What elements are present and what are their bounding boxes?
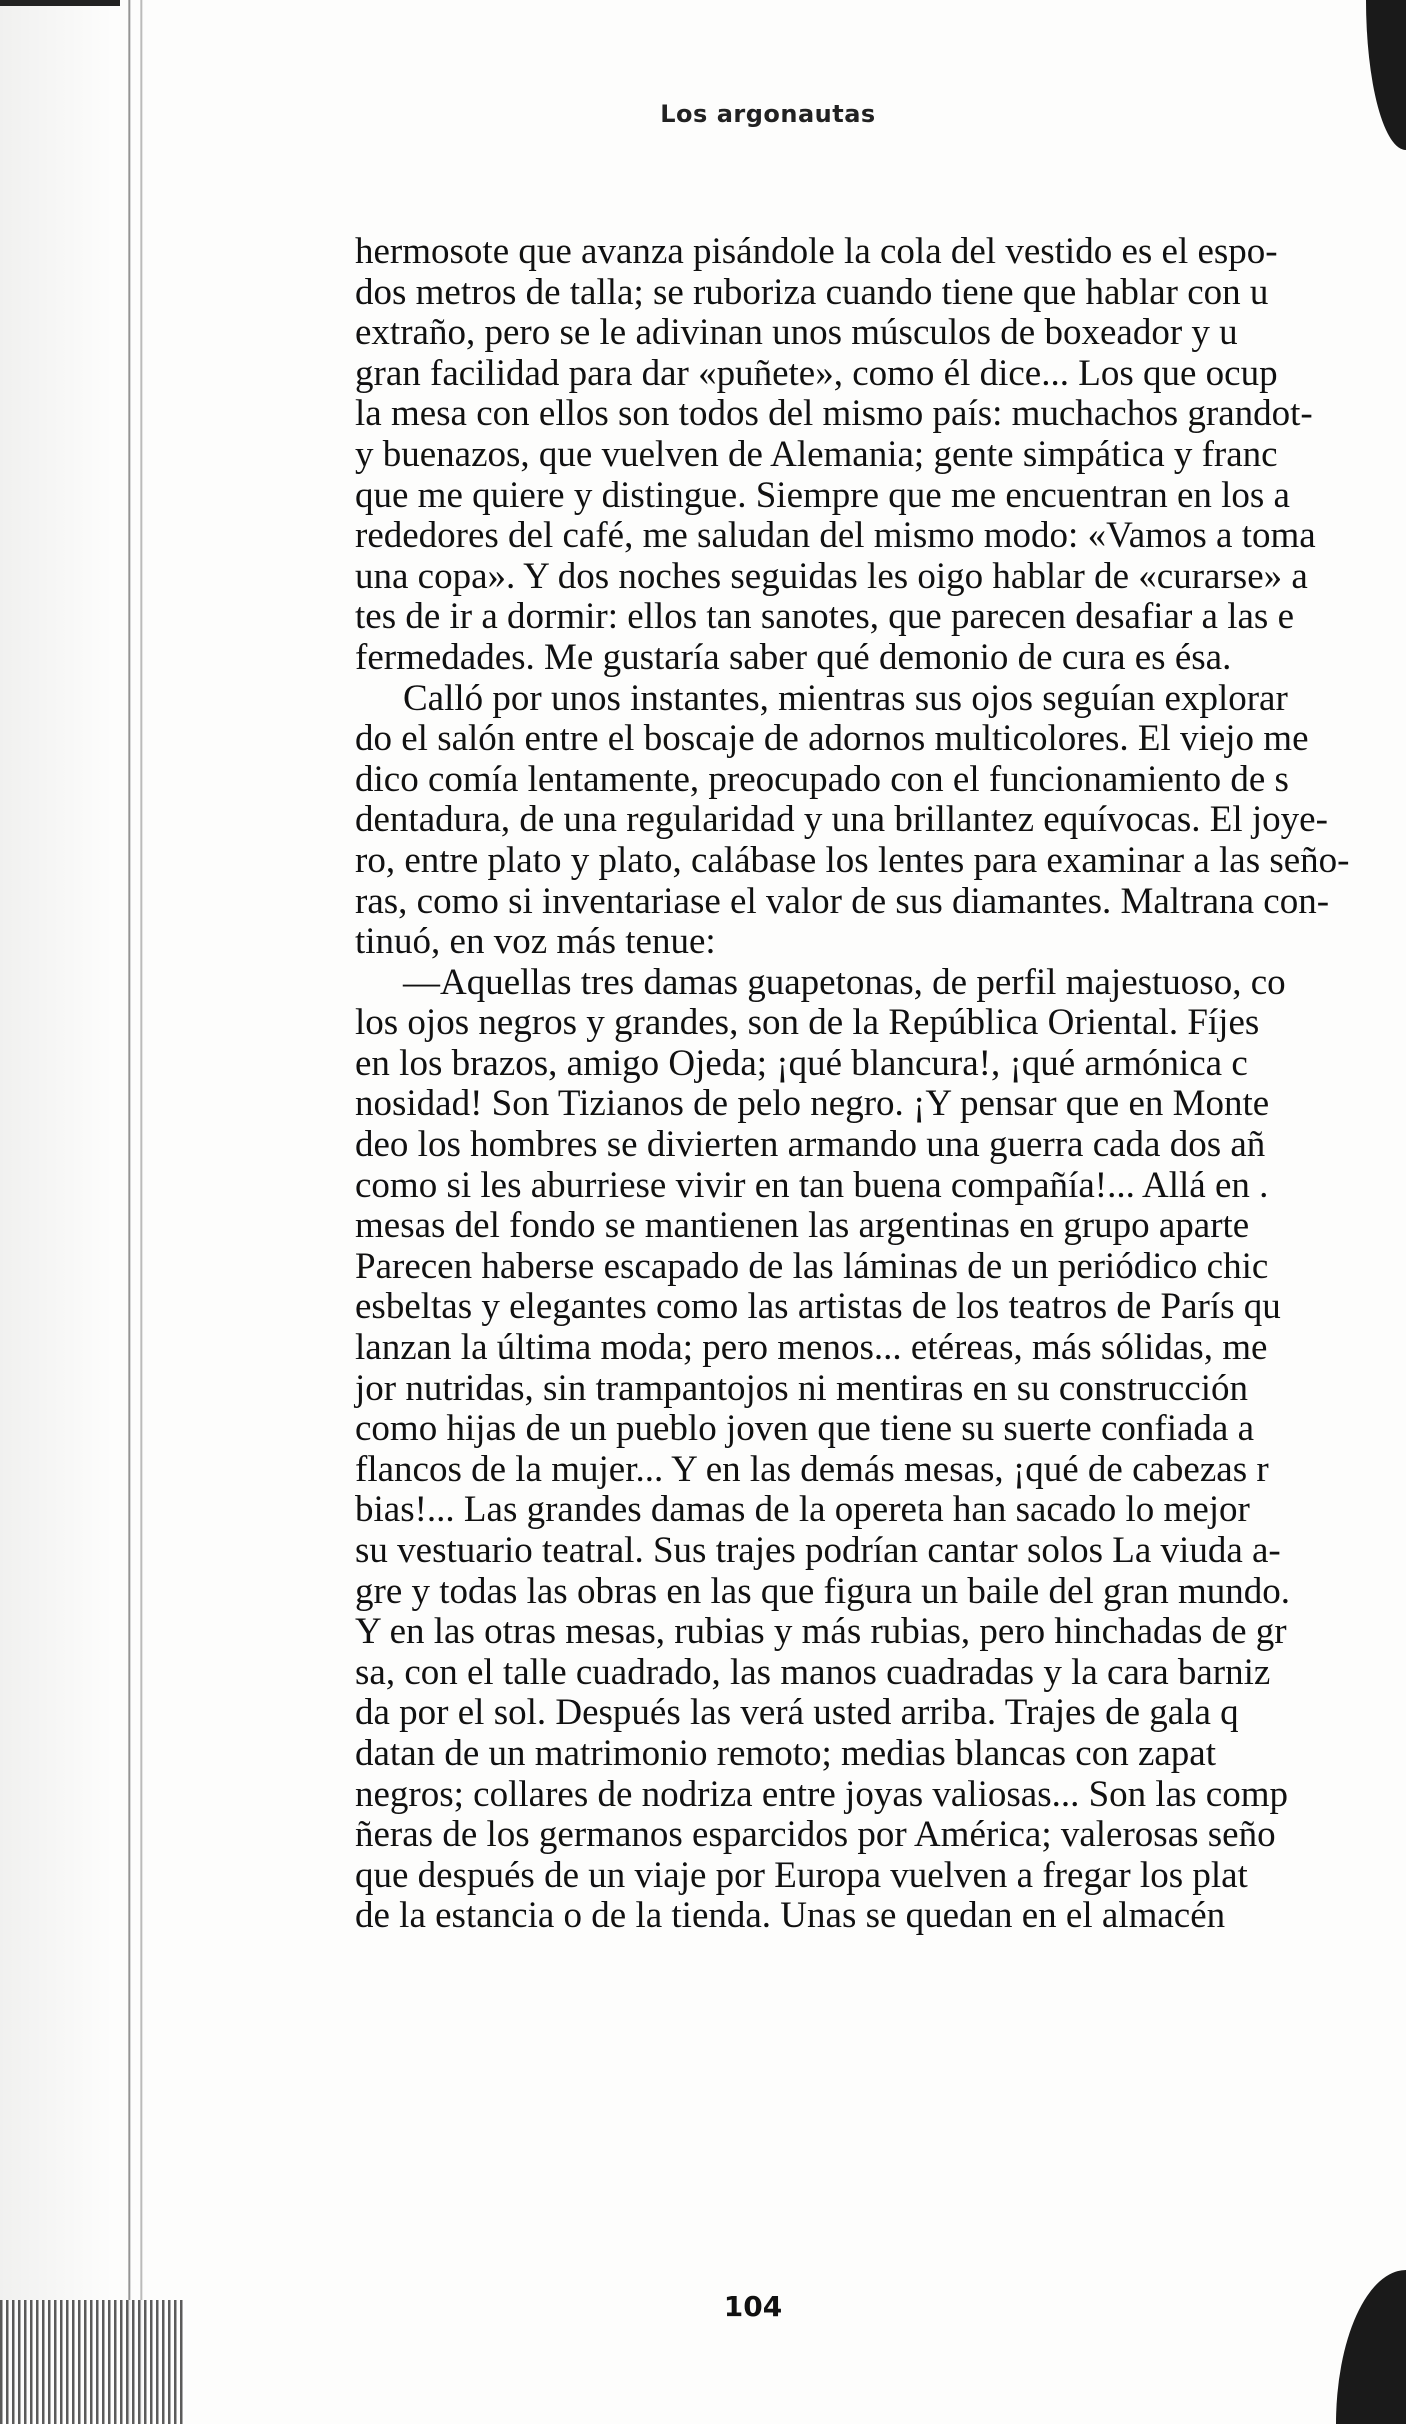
text-line: dico comía lentamente, preocupado con el funcionamiento de s [355, 758, 1289, 800]
text-line: nosidad! Son Tizianos de pelo negro. ¡Y pensar que en Monte [355, 1083, 1270, 1125]
text-line: da por el sol. Después las verá usted arriba. Trajes de gala q [355, 1692, 1239, 1734]
text-line: mesas del fondo se mantienen las argentinas en grupo aparte [355, 1205, 1250, 1247]
text-line: y buenazos, que vuelven de Alemania; gente simpática y franc [355, 433, 1278, 475]
text-line: tes de ir a dormir: ellos tan sanotes, que parecen desafiar a las e [355, 596, 1295, 638]
text-line: gran facilidad para dar «puñete», como él dice... Los que ocup [355, 352, 1278, 394]
text-line: do el salón entre el boscaje de adornos multicolores. El viejo me [355, 718, 1309, 760]
text-line: esbeltas y elegantes como las artistas de los teatros de París qu [355, 1286, 1281, 1328]
text-line: una copa». Y dos noches seguidas les oigo hablar de «curarse» a [355, 555, 1308, 597]
text-line: de la estancia o de la tienda. Unas se quedan en el almacén [355, 1895, 1226, 1937]
text-line: en los brazos, amigo Ojeda; ¡qué blancura!, ¡qué armónica c [355, 1042, 1248, 1084]
text-line: que me quiere y distingue. Siempre que me encuentran en los a [355, 474, 1290, 516]
text-line: jor nutridas, sin trampantojos ni mentiras en su construcción [355, 1367, 1248, 1409]
text-line: como si les aburriese vivir en tan buena compañía!... Allá en . [355, 1164, 1269, 1206]
text-line: negros; collares de nodriza entre joyas valiosas... Son las comp [355, 1773, 1288, 1815]
running-head [0, 100, 1406, 128]
text-line: gre y todas las obras en las que figura un baile del gran mundo. [355, 1570, 1291, 1612]
text-line: su vestuario teatral. Sus trajes podrían cantar solos La viuda a- [355, 1530, 1281, 1571]
text-line: dos metros de talla; se ruboriza cuando tiene que hablar con u [355, 271, 1269, 313]
text-line: ro, entre plato y plato, calábase los lentes para examinar a las seño- [355, 839, 1350, 881]
text-line: la mesa con ellos son todos del mismo país: muchachos grandot- [355, 393, 1313, 435]
text-line: sa, con el talle cuadrado, las manos cuadradas y la cara barniz [355, 1651, 1271, 1693]
text-line: datan de un matrimonio remoto; medias blancas con zapat [355, 1732, 1216, 1774]
text-line: ñeras de los germanos esparcidos por América; valerosas seño [355, 1814, 1276, 1856]
text-line: hermosote que avanza pisándole la cola del vestido es el espo- [355, 231, 1278, 272]
text-line: como hijas de un pueblo joven que tiene su suerte confiada a [355, 1408, 1255, 1450]
text-line: dentadura, de una regularidad y una brillantez equívocas. El joye- [355, 799, 1328, 841]
text-line: los ojos negros y grandes, son de la República Oriental. Fíjes [355, 1002, 1260, 1044]
book-gutter [0, 0, 200, 2424]
running-title: Los argonautas [660, 100, 876, 128]
text-line: bias!... Las grandes damas de la opereta han sacado lo mejor [355, 1489, 1250, 1531]
text-line: lanzan la última moda; pero menos... etéreas, más sólidas, me [355, 1327, 1268, 1369]
page-number-value: 104 [723, 2290, 783, 2323]
text-line: fermedades. Me gustaría saber qué demonio de cura es ésa. [355, 636, 1232, 678]
page-number [0, 2290, 1406, 2323]
paragraph-start-line: Calló por unos instantes, mientras sus ojos seguían explorar [403, 677, 1288, 719]
text-line: tinuó, en voz más tenue: [355, 921, 716, 963]
text-line: Parecen haberse escapado de las láminas de un periódico chic [355, 1245, 1269, 1287]
scan-edge-top [0, 0, 120, 6]
text-line: rededores del café, me saludan del mismo modo: «Vamos a toma [355, 515, 1316, 557]
text-line: que después de un viaje por Europa vuelven a fregar los plat [355, 1854, 1248, 1896]
text-line: deo los hombres se divierten armando una guerra cada dos añ [355, 1124, 1266, 1166]
paragraph-start-line: —Aquellas tres damas guapetonas, de perfil majestuoso, co [403, 961, 1286, 1003]
text-line: ras, como si inventariase el valor de sus diamantes. Maltrana con- [355, 880, 1330, 922]
text-line: Y en las otras mesas, rubias y más rubias, pero hinchadas de gr [355, 1611, 1287, 1653]
text-line: extraño, pero se le adivinan unos músculos de boxeador y u [355, 312, 1238, 354]
text-line: flancos de la mujer... Y en las demás mesas, ¡qué de cabezas r [355, 1448, 1269, 1490]
body-text [355, 231, 1350, 1937]
